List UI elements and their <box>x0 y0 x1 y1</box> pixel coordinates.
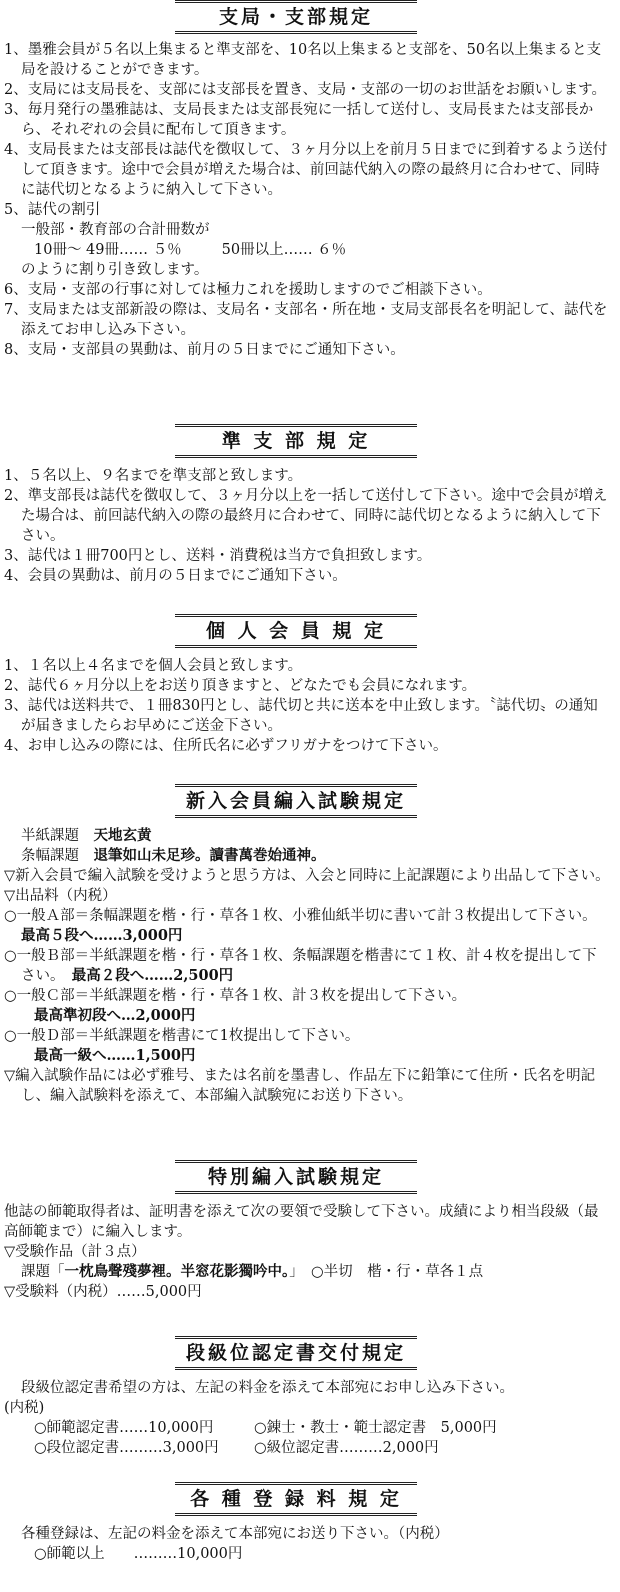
class-d-fee: 最高一級へ……1,500円 <box>34 1047 196 1064</box>
rule-item: 7、支局または支部新設の際は、支局名・支部名・所在地・支局支部長名を明記して、誌代を添えてお申し込み下さい。 <box>4 302 608 338</box>
discount-rates <box>4 240 610 260</box>
section-title: 段級位認定書交付規定 <box>175 1336 417 1370</box>
class-b-text <box>4 946 610 986</box>
cert-fee: ○錬士・教士・範士認定書 5,000円 <box>254 1420 497 1436</box>
section-title: 各 種 登 録 料 規 定 <box>175 1482 417 1516</box>
rule-item: 8、支局・支部員の異動は、前月の５日までにご通知下さい。 <box>4 342 405 358</box>
theme-value: 一枕鳥聲殘夢裡。半窓花影獨吟中。 <box>64 1263 290 1280</box>
rule-item: 1、１名以上４名までを個人会員と致します。 <box>4 658 303 674</box>
works-heading: ▽受験作品（計３点） <box>4 1244 146 1260</box>
fee-heading: ▽出品料（内税） <box>4 888 117 904</box>
exam-fee: ▽受験料（内税）……5,000円 <box>4 1284 202 1300</box>
registration-section <box>0 1482 620 1564</box>
jofuku-label: 条幅課題 <box>21 848 79 864</box>
hanshi-label: 半紙課題 <box>21 828 79 844</box>
cert-fee: ○級位認定書………2,000円 <box>254 1440 439 1456</box>
class-a-fee: 最高５段へ……3,000円 <box>21 927 183 944</box>
registration-fee: ○師範以上 ………10,000円 <box>34 1546 243 1562</box>
class-a-desc: ○一般Ａ部＝条幅課題を楷・行・草各１枚、小雅仙紙半切に書いて計３枚提出して下さい。 <box>4 908 590 924</box>
rule-item: 4、会員の異動は、前月の５日までにご通知下さい。 <box>4 568 347 584</box>
discount-rate-a: 10冊～ 49冊…… ５％ <box>34 242 182 258</box>
cert-fee: ○段位認定書………3,000円 <box>34 1440 219 1456</box>
rule-item: 2、準支部長は誌代を徴収して、３ヶ月分以上を一括して送付して下さい。途中で会員が増えた場合は、前回誌代納入の際の最終月に合わせて、同時に誌代切となるように納入して下さい。 <box>4 488 608 544</box>
quasi-branch-section <box>0 424 620 586</box>
special-intro: 他誌の師範取得者は、証明書を添えて次の要領で受験して下さい。成績により相当段級（最高師範まで）に編入します。 <box>4 1204 599 1240</box>
cert-fee: ○師範認定書……10,000円 <box>34 1420 214 1436</box>
rule-item: 2、誌代６ヶ月分以上をお送り頂きますと、どなたでも会員になれます。 <box>4 678 477 694</box>
registration-intro: 各種登録は、左記の料金を添えて本部宛にお送り下さい。（内税） <box>21 1526 449 1542</box>
branch-section <box>0 0 620 360</box>
certificate-section <box>0 1336 620 1458</box>
hanshi-theme <box>4 826 610 846</box>
jofuku-theme <box>4 846 610 866</box>
rule-item: 4、お申し込みの際には、住所氏名に必ずフリガナをつけて下さい。 <box>4 738 448 754</box>
cert-tax-note: (内税) <box>4 1400 45 1416</box>
discount-outro: のように割り引き致します。 <box>21 262 209 278</box>
special-theme <box>4 1262 610 1282</box>
special-exam-section <box>0 1160 620 1302</box>
rule-item: 1、５名以上、９名までを準支部と致します。 <box>4 468 303 484</box>
rule-item: 6、支局・支部の行事に対しては極力これを援助しますのでご相談下さい。 <box>4 282 492 298</box>
rule-item: 1、墨雅会員が５名以上集まると準支部を、10名以上集まると支部を、50名以上集まると支局を設けることができます。 <box>4 42 602 78</box>
section-title: 特別編入試験規定 <box>175 1160 417 1194</box>
theme-close: 」 <box>289 1264 297 1280</box>
rule-item: 3、毎月発行の墨雅誌は、支局長または支部長宛に一括して送付し、支局長または支部長から、それぞれの会員に配布して頂きます。 <box>4 102 594 138</box>
section-title: 新入会員編入試験規定 <box>175 784 417 818</box>
cert-row <box>4 1418 610 1438</box>
section-title: 準 支 部 規 定 <box>175 424 417 458</box>
exam-note: ▽編入試験作品には必ず雅号、または名前を墨書し、作品左下に鉛筆にて住所・氏名を明記し、編入試験料を添えて、本部編入試験宛にお送り下さい。 <box>4 1068 596 1104</box>
hansetsu-spec: ○半切 楷・行・草各１点 <box>311 1264 484 1280</box>
rule-item: 5、誌代の割引 <box>4 202 101 218</box>
cert-intro: 段級位認定書希望の方は、左記の料金を添えて本部宛にお申し込み下さい。 <box>21 1380 514 1396</box>
new-member-exam-section <box>0 784 620 1106</box>
class-b-fee: 最高２段へ……2,500円 <box>71 967 234 984</box>
section-title: 支局・支部規定 <box>175 0 417 34</box>
rule-item: 2、支局には支局長を、支部には支部長を置き、支局・支部の一切のお世話をお願いします。 <box>4 82 606 98</box>
hanshi-value: 天地玄黄 <box>93 827 152 844</box>
jofuku-value: 退筆如山未足珍。讀書萬巻始通神。 <box>93 847 326 864</box>
rule-item: 4、支局長または支部長は誌代を徴収して、３ヶ月分以上を前月５日までに到着するよう送付して頂きます。途中で会員が増えた場合は、前回誌代納入の際の最終月に合わせて、同時に誌代切となるように納入して下さい。 <box>4 142 608 198</box>
cert-row <box>4 1438 610 1458</box>
rule-item: 3、誌代は送料共で、１冊830円とし、誌代切と共に送本を中止致します。〝誌代切〟の通知が届きましたらお早めにご送金下さい。 <box>4 698 598 734</box>
theme-label: 課題「 <box>21 1264 65 1280</box>
class-c-fee: 最高準初段へ…2,000円 <box>34 1007 196 1024</box>
rule-item: 3、誌代は１冊700円とし、送料・消費税は当方で負担致します。 <box>4 548 432 564</box>
discount-rate-b: 50冊以上…… ６％ <box>221 242 347 258</box>
class-d-text: ○一般Ｄ部＝半紙課題を楷書にて1枚提出して下さい。 <box>4 1028 360 1044</box>
individual-member-section <box>0 614 620 756</box>
exam-note: ▽新入会員で編入試験を受けようと思う方は、入会と同時に上記課題により出品して下さい。 <box>4 868 610 884</box>
class-a-text <box>4 906 610 946</box>
class-b-desc: ○一般Ｂ部＝半紙課題を楷・行・草各１枚、条幅課題を楷書にて１枚、計４枚を提出して下さい。 <box>4 948 597 984</box>
discount-intro: 一般部・教育部の合計冊数が <box>21 222 210 238</box>
section-title: 個 人 会 員 規 定 <box>175 614 417 648</box>
class-c-text: ○一般Ｃ部＝半紙課題を楷・行・草各１枚、計３枚を提出して下さい。 <box>4 988 467 1004</box>
